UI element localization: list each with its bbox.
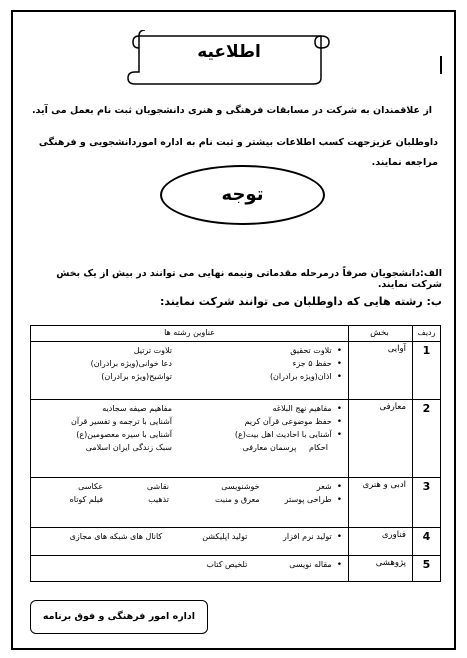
field-item: معرق و منبت [214, 495, 260, 504]
intro-line-1: از علاقمندان به شرکت در مسابقات فرهنگی و هنری دانشجویان ثبت نام بعمل می آید. [31, 105, 433, 116]
title-scroll-banner [125, 30, 333, 88]
header-section: بخش [349, 326, 413, 342]
field-item: • تلاوت تحقیق [180, 346, 342, 356]
row-section: فناوری [349, 528, 413, 556]
field-item: • مقاله نویسی [255, 560, 342, 570]
table-row [31, 342, 441, 400]
notice-title: اطلاعیه [197, 42, 261, 62]
note-be: ب: رشته هایی که داوطلبان می توانند شرکت نمایند: [159, 295, 442, 308]
row-number: 4 [413, 528, 441, 556]
row-fields [31, 400, 349, 478]
row-fields [31, 478, 349, 528]
attention-ellipse [160, 165, 325, 225]
field-item: تواشیح(ویژه برادران) [101, 372, 172, 381]
field-item: عکاسی [78, 482, 104, 491]
row-section: آوایی [349, 342, 413, 400]
field-item: فیلم کوتاه [69, 495, 104, 504]
field-item: خوشنویسی [221, 482, 260, 491]
header-row-num: ردیف [413, 326, 441, 342]
row-fields [31, 556, 349, 582]
field-item: • اذان(ویژه برادران) [180, 372, 342, 382]
field-item: • آشنایی با احادیث اهل بیت(ع) [180, 430, 342, 440]
field-item: آشنایی با سیره معصومین(ع) [76, 430, 172, 439]
row-section: پژوهشی [349, 556, 413, 582]
field-item: تذهیب [148, 495, 169, 504]
field-item-empty [37, 560, 162, 570]
footer-label: اداره امور فرهنگی و فوق برنامه [42, 611, 196, 622]
field-item: دعا خوانی(ویژه برادران) [90, 359, 172, 368]
footer-office-box [30, 600, 208, 634]
field-item: • حفظ موضوعی قرآن کریم [180, 417, 342, 427]
intro-line-2: داوطلبان عزیزجهت کسب اطلاعات بیشتر و ثبت نام به اداره اموردانشجویی و فرهنگی مراجعه نمایند. [38, 137, 438, 168]
field-item: نقاشی [146, 482, 169, 491]
field-item-part: پرسمان معارفی [242, 443, 297, 452]
table-row [31, 478, 441, 528]
row-fields [31, 528, 349, 556]
row-number: 3 [413, 478, 441, 528]
note-alef: الف:دانشجویان صرفاً درمرحله مقدماتی ونیمه نهایی می توانند در بیش از یک بخش شرکت نمایند. [56, 268, 442, 290]
field-item-part: احکام [309, 443, 328, 452]
row-number: 5 [413, 556, 441, 582]
field-item: • حفظ ۵ جزء [180, 359, 342, 369]
row-number: 2 [413, 400, 441, 478]
header-fields: عناوین رشته ها [31, 326, 349, 342]
row-number: 1 [413, 342, 441, 400]
field-item: تلخیص کتاب [206, 560, 248, 569]
field-item: تلاوت ترتیل [133, 346, 172, 355]
attention-label: توجه [221, 184, 264, 205]
row-section: معارفی [349, 400, 413, 478]
table-header-row [31, 326, 441, 342]
field-item: تولید اپلیکشن [202, 532, 248, 541]
field-item: سبک زندگی ایران اسلامی [85, 443, 172, 452]
table-row [31, 528, 441, 556]
margin-mark [440, 56, 442, 74]
row-fields [31, 342, 349, 400]
field-item: کانال های شبکه های مجازی [69, 532, 163, 541]
field-item: • شعر [268, 482, 342, 492]
row-section: ادبی و هنری [349, 478, 413, 528]
field-item: آشنایی با ترجمه و تفسیر قرآن [71, 417, 172, 426]
field-item: • مفاهیم نهج البلاغه [180, 404, 342, 414]
table-row [31, 400, 441, 478]
field-item: • طراحی پوستر [268, 495, 342, 505]
table-row [31, 556, 441, 582]
field-item [180, 443, 342, 452]
field-item: مفاهیم صیفه سجادیه [102, 404, 172, 413]
field-item: • تولید نرم افزار [255, 532, 342, 542]
fields-table [30, 325, 441, 582]
